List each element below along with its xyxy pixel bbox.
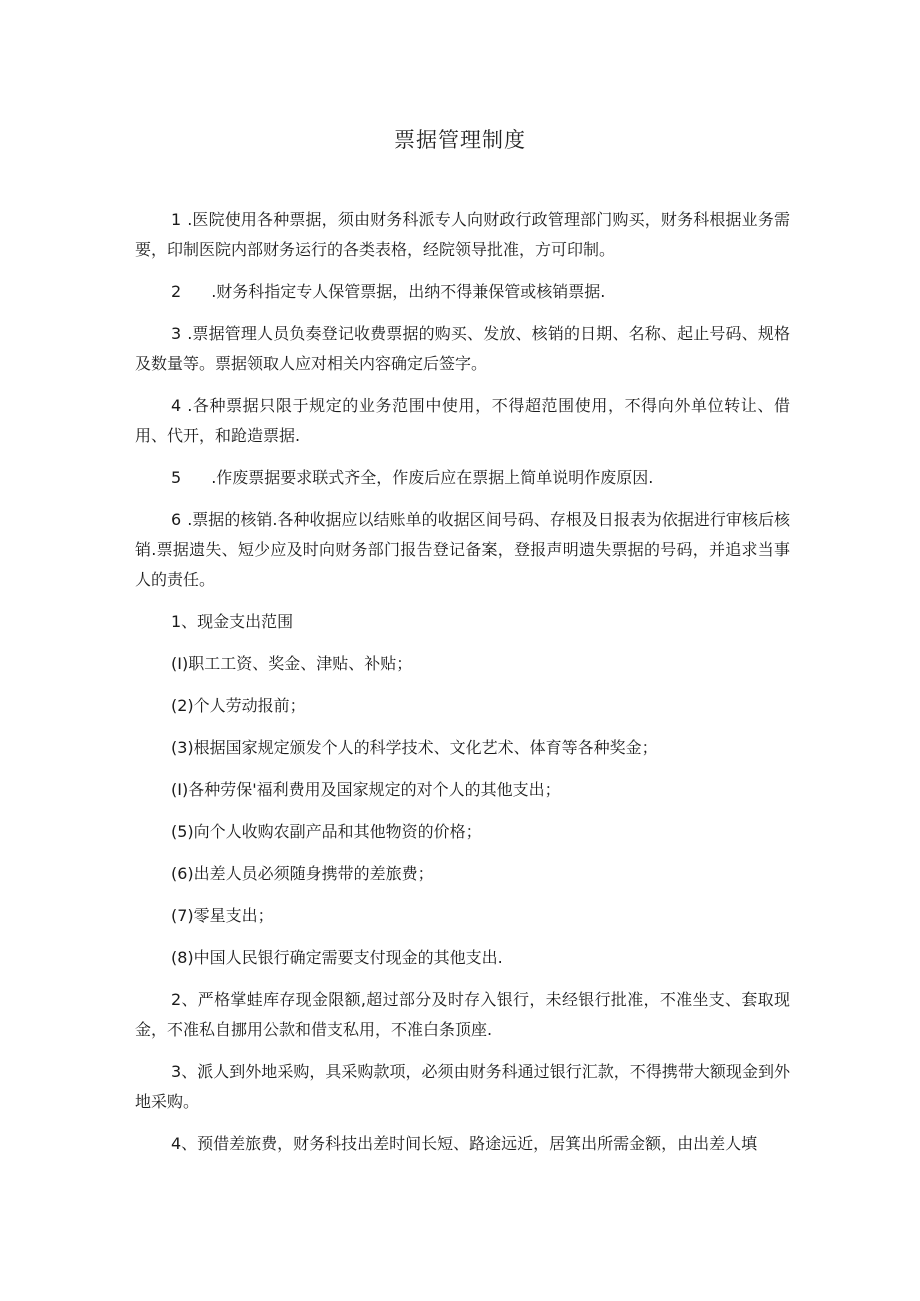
paragraph-text: .票据的核销.各种收据应以结账单的收据区间号码、存根及日报表为依据进行审核后核销.票据遗失、短少应及时向财务部门报告登记备案，登报声明遗失票据的号码，并追求当事人的责任。 xyxy=(135,510,790,589)
paragraph xyxy=(135,985,790,1045)
paragraph-number: 2 xyxy=(171,282,182,301)
paragraph-number: 6 xyxy=(171,510,182,529)
paragraph-text: (I)各种劳保'福利费用及国家规定的对个人的其他支出； xyxy=(171,780,561,799)
paragraph xyxy=(135,319,790,379)
paragraph-text: .票据管理人员负奏登记收费票据的购买、发放、核销的日期、名称、起止号码、规格及数量等。票据领取人应对相关内容确定后签字。 xyxy=(135,324,790,373)
list-item xyxy=(135,607,790,637)
paragraph-number: 1 xyxy=(171,210,182,229)
paragraph-number: 5 xyxy=(171,468,182,487)
paragraph-text: (I)职工工资、奖金、津贴、补贴； xyxy=(171,654,413,673)
paragraph-text: 1、现金支出范围 xyxy=(171,612,294,631)
paragraph-text: (7)零星支出； xyxy=(171,906,274,925)
paragraph xyxy=(135,505,790,595)
list-item xyxy=(135,817,790,847)
paragraph-text: (8)中国人民银行确定需要支付现金的其他支出. xyxy=(171,948,503,967)
list-item xyxy=(135,775,790,805)
paragraph-text: .各种票据只限于规定的业务范围中使用，不得超范围使用，不得向外单位转让、借用、代开，和跄造票据. xyxy=(135,396,790,445)
paragraph-text: (2)个人劳动报前； xyxy=(171,696,306,715)
paragraph-text: (6)出差人员必须随身携带的差旅费； xyxy=(171,864,434,883)
paragraph-text: 4、预借差旅费，财务科技出差时间长短、路途远近，居箕出所需金额，由出差人填 xyxy=(171,1134,758,1153)
list-item xyxy=(135,859,790,889)
paragraph-number: 4 xyxy=(171,396,182,415)
document-body xyxy=(135,205,790,1171)
paragraph-text: .医院使用各种票据，须由财务科派专人向财政行政管理部门购买，财务科根据业务需要，印制医院内部财务运行的各类表格，经院领导批准，方可印制。 xyxy=(135,210,790,259)
paragraph-text: .财务科指定专人保管票据，出纳不得兼保管或核销票据. xyxy=(211,282,606,301)
paragraph-text: 3、派人到外地采购，具采购款项，必须由财务科通过银行汇款，不得携带大额现金到外地采购。 xyxy=(135,1062,790,1111)
paragraph xyxy=(135,1057,790,1117)
paragraph-text: 2、严格掌蛙库存现金限额,超过部分及时存入银行，未经银行批准，不准坐支、套取现金，不准私自挪用公款和借支私用，不准白条顶座. xyxy=(135,990,790,1039)
list-item xyxy=(135,943,790,973)
list-item xyxy=(135,733,790,763)
paragraph-number: 3 xyxy=(171,324,182,343)
list-item xyxy=(135,691,790,721)
document-title: 票据管理制度 xyxy=(394,128,526,152)
paragraph xyxy=(135,277,790,307)
paragraph xyxy=(135,391,790,451)
paragraph xyxy=(135,463,790,493)
list-item xyxy=(135,649,790,679)
list-item xyxy=(135,901,790,931)
paragraph-text: (5)向个人收购农副产品和其他物资的价格； xyxy=(171,822,482,841)
paragraph-text: (3)根据国家规定颁发个人的科学技术、文化艺术、体育等各种奖金； xyxy=(171,738,658,757)
paragraph xyxy=(135,205,790,265)
paragraph-text: .作废票据要求联式齐全，作废后应在票据上简单说明作废原因. xyxy=(211,468,654,487)
paragraph xyxy=(135,1129,790,1159)
